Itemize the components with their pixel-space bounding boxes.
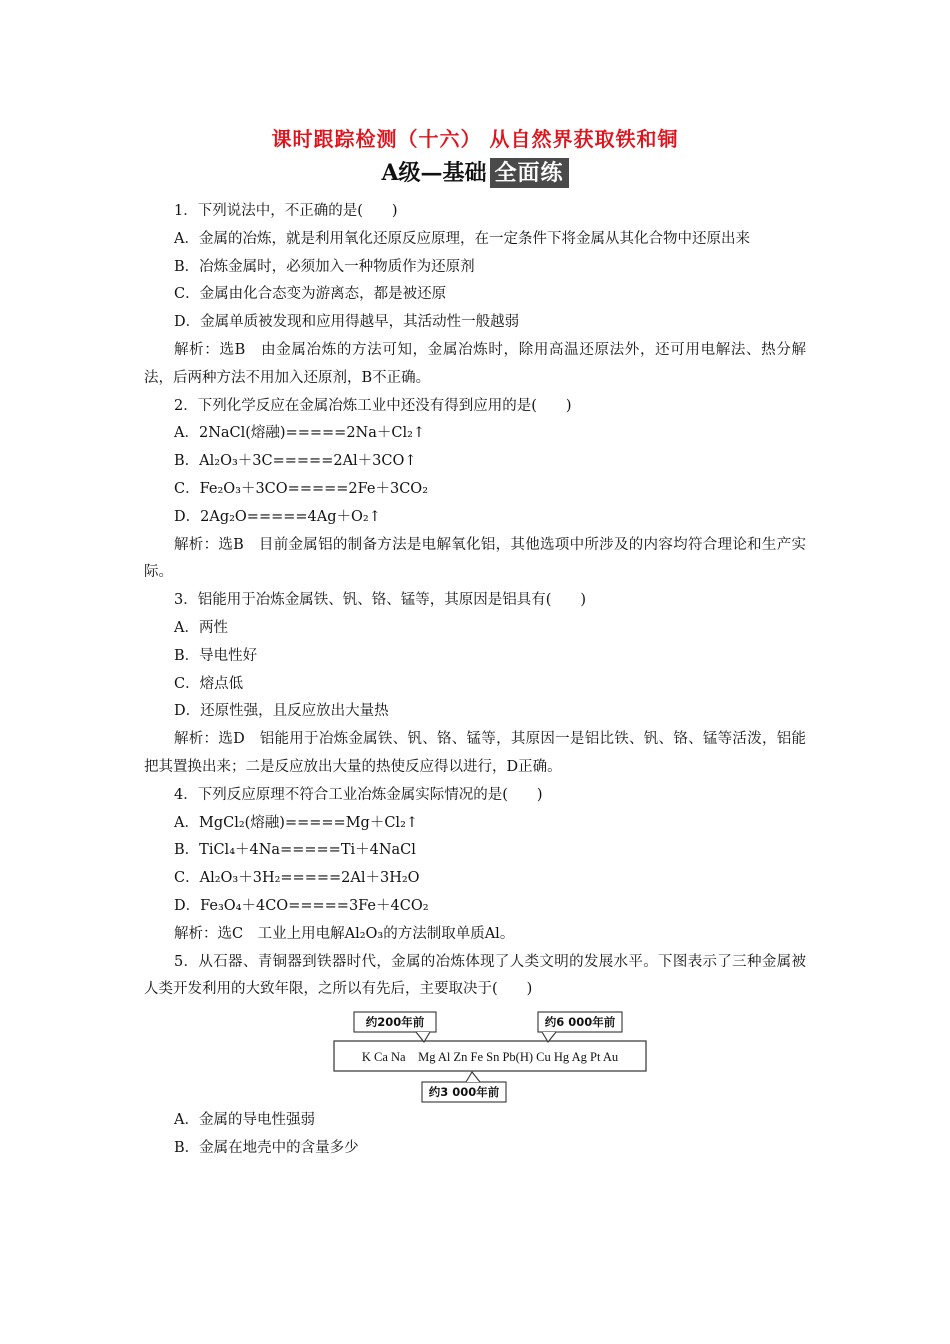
q1-stem: 1．下列说法中，不正确的是( ) [174, 203, 398, 219]
q3-option-a: A．两性 [174, 619, 228, 636]
q4-stem: 4．下列反应原理不符合工业冶炼金属实际情况的是( ) [174, 786, 543, 803]
q5-option-a: A．金属的导电性强弱 [174, 1112, 315, 1129]
page-title: 课时跟踪检测（十六） 从自然界获取铁和铜 [271, 127, 679, 151]
callout-al-text: 约200年前 [365, 1015, 425, 1030]
level-prefix: A级—基础 [381, 160, 487, 186]
level-box: 全面练 [490, 158, 569, 188]
activity-series-text: K Ca Na Mg Al Zn Fe Sn Pb(H) Cu Hg Ag Pt Au [361, 1050, 619, 1065]
q4-option-d: D．Fe₃O₄＋4CO=====3Fe＋4CO₂ [174, 897, 429, 914]
q2-option-c: C．Fe₂O₃＋3CO=====2Fe＋3CO₂ [174, 480, 429, 497]
q3-option-b: B．导电性好 [174, 647, 258, 664]
q3-stem: 3．铝能用于冶炼金属铁、钒、铬、锰等，其原因是铝具有( ) [174, 592, 587, 609]
q4-option-a: A．MgCl₂(熔融)=====Mg＋Cl₂↑ [174, 814, 419, 831]
q4-option-b: B．TiCl₄＋4Na=====Ti＋4NaCl [174, 842, 416, 859]
level-heading [0, 156, 950, 188]
q2-stem: 2．下列化学反应在金属冶炼工业中还没有得到应用的是( ) [174, 397, 572, 414]
q2-analysis: 解析：选B 目前金属铝的制备方法是电解氧化铝，其他选项中所涉及的内容均符合理论和生产实际。 [144, 536, 806, 581]
q2-option-a: A．2NaCl(熔融)=====2Na＋Cl₂↑ [174, 425, 426, 442]
q3-option-c: C．熔点低 [174, 675, 244, 692]
q1-option-d: D．金属单质被发现和应用得越早，其活动性一般越弱 [174, 314, 520, 331]
q2-option-b: B．Al₂O₃＋3C=====2Al＋3CO↑ [174, 453, 417, 470]
q4-analysis: 解析：选C 工业上用电解Al₂O₃的方法制取单质Al。 [174, 925, 515, 942]
callout-cu-text: 约6 000年前 [544, 1015, 616, 1030]
callout-fe-pointer [466, 1072, 480, 1082]
q3-analysis: 解析：选D 铝能用于冶炼金属铁、钒、铬、锰等，其原因一是铝比铁、钒、铬、锰等活泼，铝能把其置换出来；二是反应放出大量的热使反应得以进行，D正确。 [144, 731, 806, 775]
q3-option-d: D．还原性强，且反应放出大量热 [174, 703, 389, 720]
q1-analysis: 解析：选B 由金属冶炼的方法可知，金属冶炼时，除用高温还原法外，还可用电解法、热分解法，后两种方法不用加入还原剂，B不正确。 [144, 341, 806, 386]
q1-option-a: A．金属的冶炼，就是利用氧化还原反应原理，在一定条件下将金属从其化合物中还原出来 [174, 230, 750, 247]
q4-option-c: C．Al₂O₃＋3H₂=====2Al＋3H₂O [174, 870, 420, 887]
q5-option-b: B．金属在地壳中的含量多少 [174, 1139, 359, 1156]
diagram-svg [330, 1008, 650, 1108]
q2-option-d: D．2Ag₂O=====4Ag＋O₂↑ [174, 508, 381, 525]
callout-fe-text: 约3 000年前 [428, 1085, 500, 1100]
metal-activity-diagram [144, 1008, 806, 1103]
q1-option-b: B．冶炼金属时，必须加入一种物质作为还原剂 [174, 258, 475, 275]
q5-stem: 5．从石器、青铜器到铁器时代，金属的冶炼体现了人类文明的发展水平。下图表示了三种金属被人类开发利用的大致年限，之所以有先后，主要取决于( ) [144, 953, 806, 998]
q1-option-c: C．金属由化合态变为游离态，都是被还原 [174, 286, 447, 303]
document-body [144, 198, 806, 1163]
